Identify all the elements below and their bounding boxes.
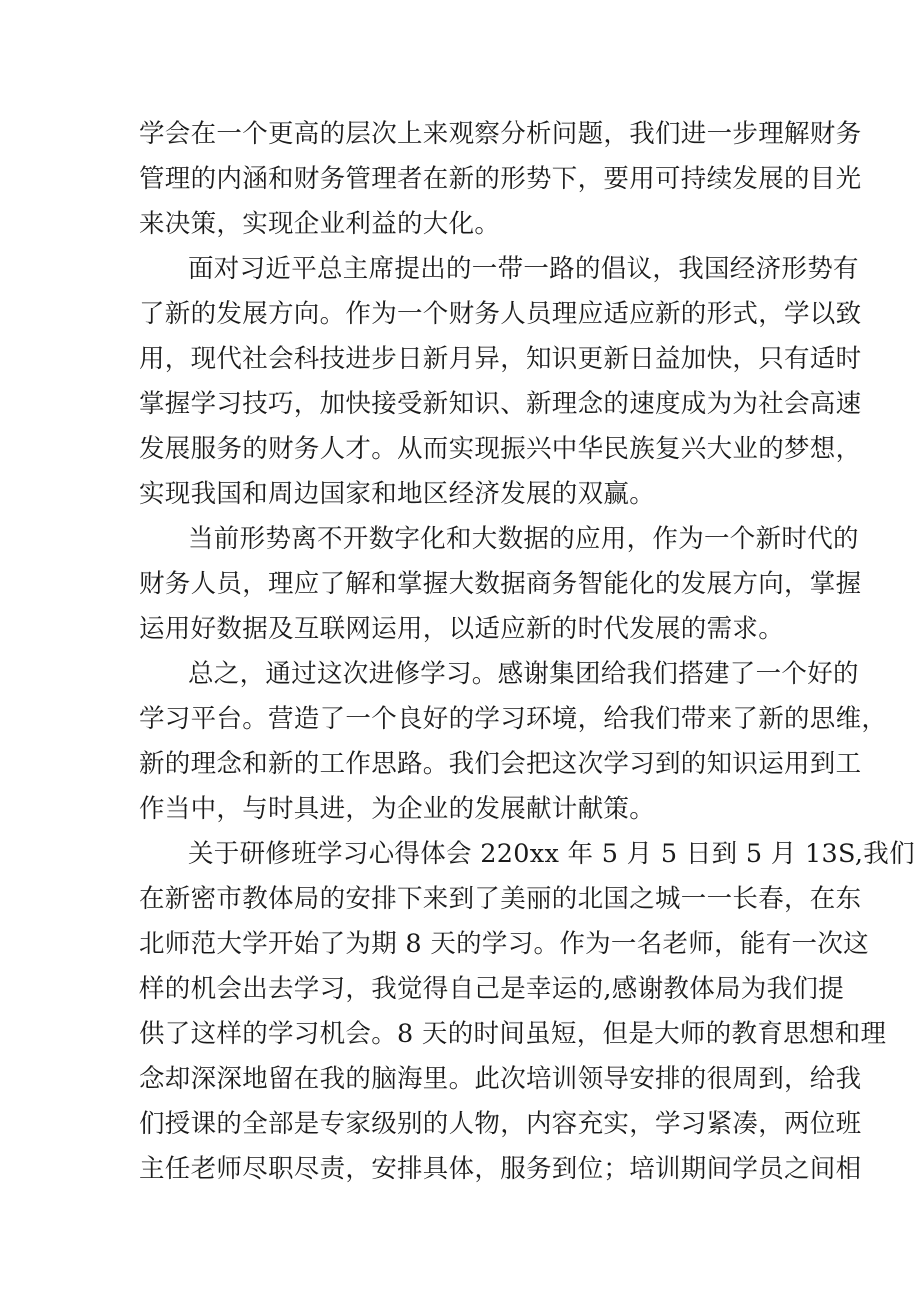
paragraph-5 bbox=[139, 832, 915, 1192]
paragraph-line: 总之，通过这次进修学习。感谢集团给我们搭建了一个好的 bbox=[188, 659, 859, 689]
paragraph-line: 主任老师尽职尽责，安排具体，服务到位；培训期间学员之间相 bbox=[139, 1154, 862, 1184]
paragraph-line: 学习平台。营造了一个良好的学习环境，给我们带来了新的思维， bbox=[139, 704, 888, 734]
paragraph-line: 面对习近平总主席提出的一带一路的倡议，我国经济形势有 bbox=[188, 254, 859, 284]
paragraph-line: 管理的内涵和财务管理者在新的形势下，要用可持续发展的目光 bbox=[139, 164, 862, 194]
paragraph-line: 关于研修班学习心得体会 220xx 年 5 月 5 日到 5 月 13S,我们 bbox=[188, 839, 915, 869]
paragraph-line: 来决策，实现企业利益的大化。 bbox=[139, 209, 501, 239]
paragraph-line: 供了这样的学习机会。8 天的时间虽短，但是大师的教育思想和理 bbox=[139, 1019, 887, 1049]
paragraph-line: 在新密市教体局的安排下来到了美丽的北国之城一一长春，在东 bbox=[139, 884, 862, 914]
paragraph-line: 北师范大学开始了为期 8 天的学习。作为一名老师，能有一次这 bbox=[139, 929, 869, 959]
paragraph-3 bbox=[139, 517, 862, 652]
paragraph-line: 用，现代社会科技进步日新月异，知识更新日益加快，只有适时 bbox=[139, 344, 862, 374]
paragraph-line: 新的理念和新的工作思路。我们会把这次学习到的知识运用到工 bbox=[139, 749, 862, 779]
paragraph-1 bbox=[139, 112, 862, 247]
paragraph-line: 运用好数据及互联网运用，以适应新的时代发展的需求。 bbox=[139, 614, 785, 644]
document-body bbox=[139, 112, 915, 1192]
paragraph-line: 念却深深地留在我的脑海里。此次培训领导安排的很周到，给我 bbox=[139, 1064, 862, 1094]
paragraph-4 bbox=[139, 652, 888, 832]
paragraph-line: 了新的发展方向。作为一个财务人员理应适应新的形式，学以致 bbox=[139, 299, 862, 329]
paragraph-line: 掌握学习技巧，加快接受新知识、新理念的速度成为为社会高速 bbox=[139, 389, 862, 419]
paragraph-line: 样的机会出去学习，我觉得自己是幸运的,感谢教体局为我们提 bbox=[139, 974, 845, 1004]
paragraph-line: 们授课的全部是专家级别的人物，内容充实，学习紧凑，两位班 bbox=[139, 1109, 862, 1139]
paragraph-line: 发展服务的财务人才。从而实现振兴中华民族复兴大业的梦想， bbox=[139, 434, 862, 464]
paragraph-line: 当前形势离不开数字化和大数据的应用，作为一个新时代的 bbox=[188, 524, 859, 554]
paragraph-line: 财务人员，理应了解和掌握大数据商务智能化的发展方向，掌握 bbox=[139, 569, 862, 599]
paragraph-line: 实现我国和周边国家和地区经济发展的双赢。 bbox=[139, 479, 656, 509]
paragraph-line: 学会在一个更高的层次上来观察分析问题，我们进一步理解财务 bbox=[139, 119, 862, 149]
paragraph-line: 作当中，与时具进，为企业的发展献计献策。 bbox=[139, 794, 656, 824]
paragraph-2 bbox=[139, 247, 862, 517]
